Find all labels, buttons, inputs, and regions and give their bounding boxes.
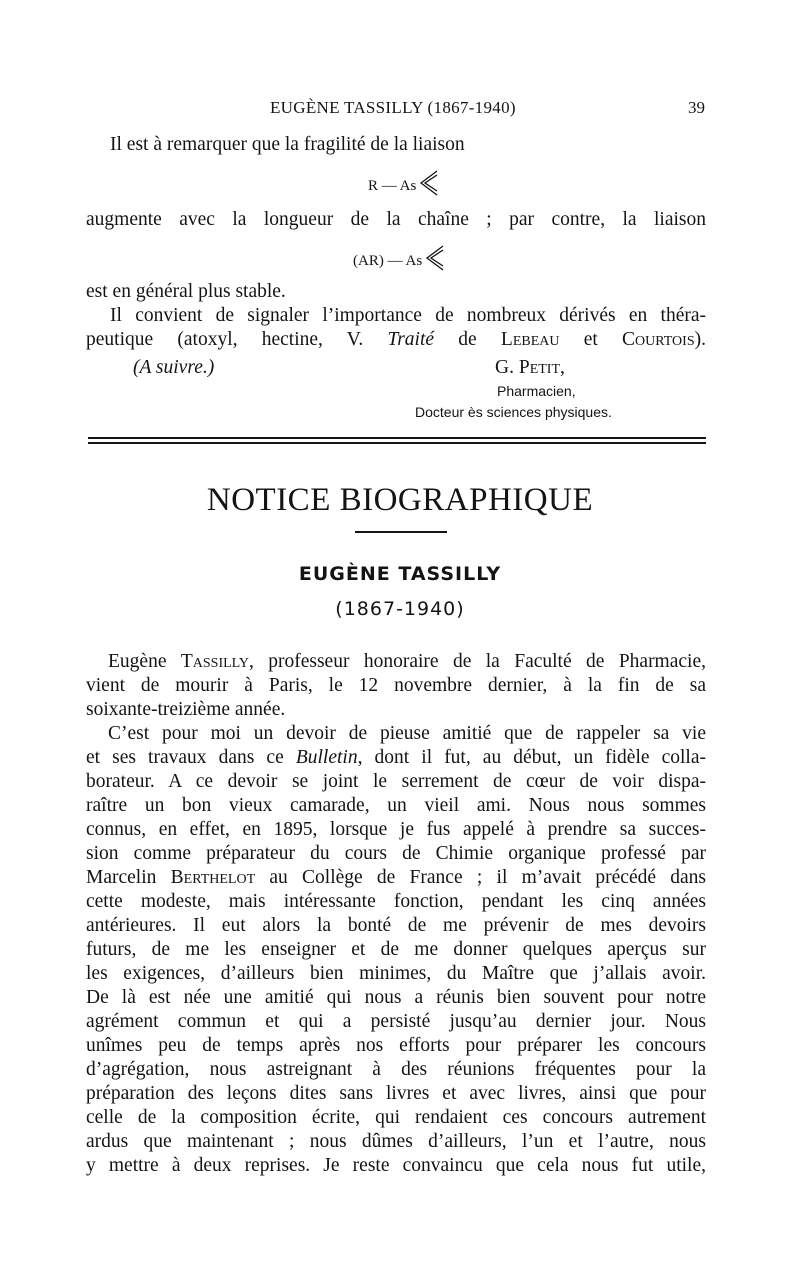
text-line: raître un bon vieux camarade, un vieil ami. Nous nous sommes: [86, 795, 706, 816]
italic-title: Traité: [387, 329, 435, 350]
text-line: futurs, de me les enseigner et de me donner quelques aperçus sur: [86, 939, 706, 960]
text-line: sion comme préparateur du cours de Chimie organique professé par: [86, 843, 706, 864]
text-line: connus, en effet, en 1895, lorsque je fus appelé à prendre sa succes-: [86, 819, 706, 840]
text-line: vient de mourir à Paris, le 12 novembre dernier, à la fin de sa: [86, 675, 706, 696]
text-segment: ,: [560, 357, 565, 378]
text-line: [86, 866, 706, 890]
separator-rule-top: [88, 437, 706, 439]
text-line: antérieures. Il eut alors la bonté de me prévenir de mes devoirs: [86, 915, 706, 936]
text-line: De là est née une amitié qui nous a réunis bien souvent pour notre: [86, 987, 706, 1008]
section-title: NOTICE BIOGRAPHIQUE: [206, 482, 594, 518]
valence-bonds-icon: [419, 170, 439, 196]
author-title: Pharmacien,: [497, 383, 576, 399]
text-line: ardus que maintenant ; nous dûmes d’ailleurs, l’un et l’autre, nous: [86, 1131, 706, 1152]
journal-title: Bulletin: [295, 747, 358, 768]
to-be-continued: (A suivre.): [133, 357, 215, 378]
text-segment: Marcelin: [86, 867, 171, 888]
text-line: d’agrégation, nous astreignant à des réunions fréquentes pour la: [86, 1059, 706, 1080]
text-line: celle de la composition écrite, qui rendaient ces concours autrement: [86, 1107, 706, 1128]
text-line: agrément commun et qui a persisté jusqu’au dernier jour. Nous: [86, 1011, 706, 1032]
text-line: est en général plus stable.: [86, 281, 286, 302]
author-name-lebeau: Lebeau: [500, 329, 560, 350]
page-number: 39: [688, 98, 705, 117]
formula-ar-as: [353, 245, 445, 271]
text-line: borateur. A ce devoir se joint le serrement de cœur de voir dispa-: [86, 771, 706, 792]
text-line: [108, 650, 706, 674]
text-line: y mettre à deux reprises. Je reste convaincu que cela nous fut utile,: [86, 1155, 706, 1176]
text-line: C’est pour moi un devoir de pieuse amitié que de rappeler sa vie: [108, 723, 706, 744]
text-line: [86, 746, 706, 770]
person-name: EUGÈNE TASSILLY: [298, 563, 502, 585]
text-segment: Eugène: [108, 651, 181, 672]
person-surname: Tassilly: [180, 651, 249, 672]
text-segment: et: [559, 329, 623, 350]
article-author: [495, 356, 565, 380]
text-line: augmente avec la longueur de la chaîne ; par contre, la liaison: [86, 209, 706, 230]
text-line: Il convient de signaler l’importance de nombreux dérivés en théra-: [110, 305, 706, 326]
text-segment: , professeur honoraire de la Faculté de Pharmacie,: [248, 651, 706, 672]
text-segment: , dont il fut, au début, un fidèle colla-: [357, 747, 706, 768]
title-underline: [355, 531, 447, 533]
formula-r-as: [368, 170, 439, 196]
formula-text: (AR) — As: [353, 253, 423, 269]
running-head: EUGÈNE TASSILLY (1867-1940): [270, 98, 516, 117]
author-title: Docteur ès sciences physiques.: [415, 404, 612, 420]
text-line: les exigences, d’ailleurs bien minimes, du Maître que j’allais avoir.: [86, 963, 706, 984]
text-segment: de: [434, 329, 501, 350]
text-segment: G.: [495, 357, 519, 378]
text-segment: au Collège de France ; il m’avait précédé dans: [255, 867, 707, 888]
text-segment: ).: [694, 329, 706, 350]
text-segment: et ses travaux dans ce: [86, 747, 296, 768]
person-dates: (1867-1940): [335, 598, 465, 620]
text-line: [86, 328, 706, 352]
text-segment: peutique (atoxyl, hectine, V.: [86, 329, 388, 350]
separator-rule-bottom: [88, 442, 706, 444]
text-line: cette modeste, mais intéressante fonction, pendant les cinq années: [86, 891, 706, 912]
author-name-courtois: Courtois: [622, 329, 695, 350]
valence-bonds-icon: [425, 245, 445, 271]
text-line: unîmes peu de temps après nos efforts pour préparer les concours: [86, 1035, 706, 1056]
formula-text: R — As: [368, 178, 417, 194]
author-surname: Petit: [518, 357, 561, 378]
text-line: préparation des leçons dites sans livres et avec livres, ainsi que pour: [86, 1083, 706, 1104]
text-line: soixante-treizième année.: [86, 699, 286, 720]
person-surname: Berthelot: [170, 867, 256, 888]
text-line: Il est à remarquer que la fragilité de la liaison: [110, 134, 465, 155]
